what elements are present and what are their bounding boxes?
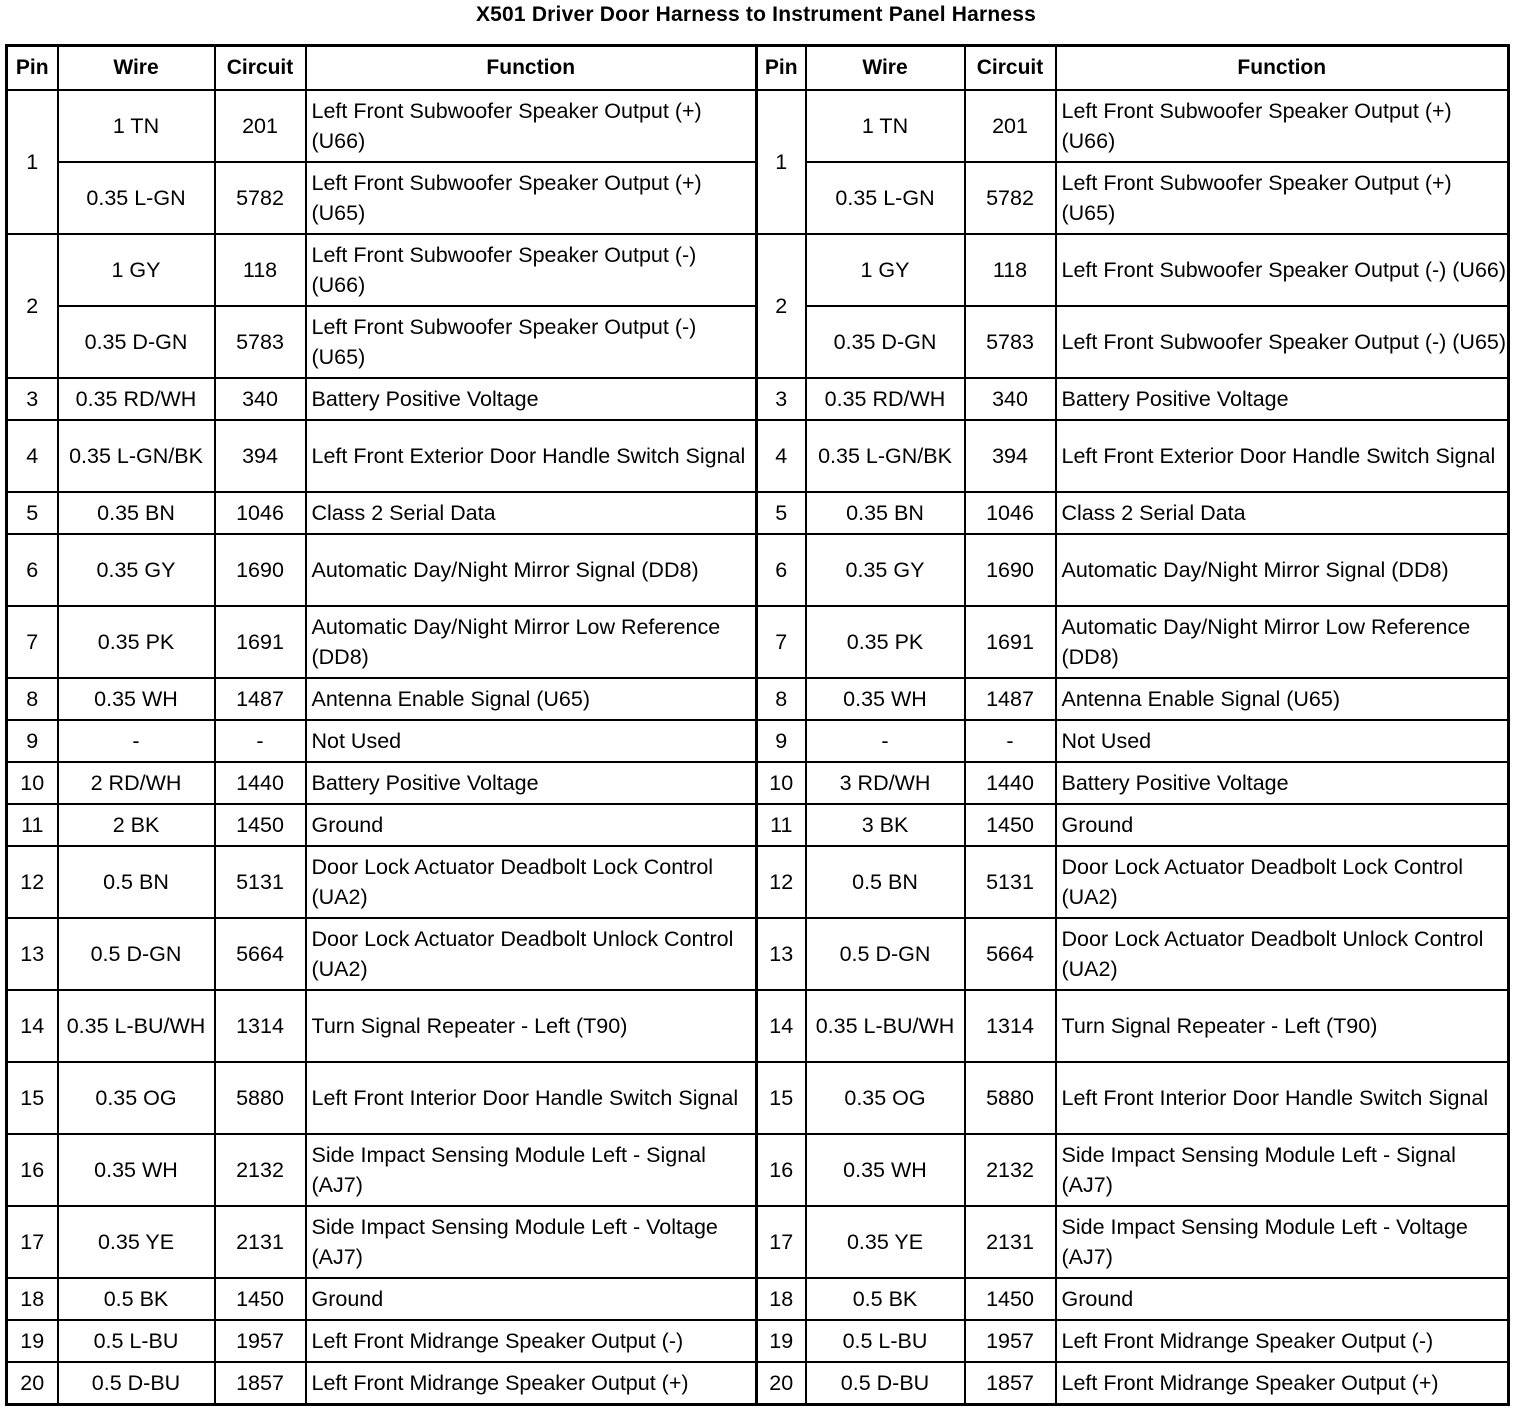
table-row	[7, 1206, 1509, 1278]
header-circuit: Circuit	[965, 46, 1056, 91]
circuit-cell: 201	[965, 90, 1056, 162]
wire-cell: 0.5 D-GN	[806, 918, 965, 990]
pin-cell: 19	[757, 1320, 806, 1362]
function-cell: Not Used	[306, 720, 757, 762]
pin-cell: 15	[7, 1062, 58, 1134]
circuit-cell: 1487	[215, 678, 306, 720]
circuit-cell: 5131	[965, 846, 1056, 918]
wire-cell: 0.35 YE	[58, 1206, 215, 1278]
function-cell: Side Impact Sensing Module Left - Voltage (AJ7)	[1056, 1206, 1509, 1278]
function-cell: Side Impact Sensing Module Left - Voltage (AJ7)	[306, 1206, 757, 1278]
pin-cell: 8	[7, 678, 58, 720]
wire-cell: 2 BK	[58, 804, 215, 846]
function-cell: Left Front Subwoofer Speaker Output (-) (U65)	[1056, 306, 1509, 378]
pin-cell: 7	[757, 606, 806, 678]
wire-cell: 0.5 L-BU	[58, 1320, 215, 1362]
circuit-cell: 1450	[965, 1278, 1056, 1320]
pin-cell: 12	[7, 846, 58, 918]
wire-cell: 0.35 WH	[58, 1134, 215, 1206]
pin-cell: 1	[7, 90, 58, 234]
circuit-cell: 201	[215, 90, 306, 162]
table-row	[7, 534, 1509, 606]
function-cell: Battery Positive Voltage	[306, 378, 757, 420]
circuit-cell: -	[965, 720, 1056, 762]
wire-cell: 3 RD/WH	[806, 762, 965, 804]
circuit-cell: 1487	[965, 678, 1056, 720]
function-cell: Automatic Day/Night Mirror Signal (DD8)	[1056, 534, 1509, 606]
document-title: X501 Driver Door Harness to Instrument Panel Harness	[475, 3, 1037, 26]
wire-cell: -	[806, 720, 965, 762]
header-pin: Pin	[7, 46, 58, 91]
function-cell: Left Front Midrange Speaker Output (-)	[1056, 1320, 1509, 1362]
table-row	[7, 234, 1509, 306]
function-cell: Turn Signal Repeater - Left (T90)	[306, 990, 757, 1062]
pin-cell: 16	[7, 1134, 58, 1206]
table-row	[7, 990, 1509, 1062]
circuit-cell: 5782	[215, 162, 306, 234]
circuit-cell: 1857	[215, 1362, 306, 1405]
header-function: Function	[306, 46, 757, 91]
circuit-cell: 5782	[965, 162, 1056, 234]
pin-cell: 12	[757, 846, 806, 918]
function-cell: Left Front Midrange Speaker Output (-)	[306, 1320, 757, 1362]
function-cell: Left Front Exterior Door Handle Switch Signal	[1056, 420, 1509, 492]
circuit-cell: 5664	[215, 918, 306, 990]
circuit-cell: -	[215, 720, 306, 762]
pin-cell: 7	[7, 606, 58, 678]
circuit-cell: 1450	[965, 804, 1056, 846]
wire-cell: 0.35 YE	[806, 1206, 965, 1278]
circuit-cell: 394	[215, 420, 306, 492]
function-cell: Door Lock Actuator Deadbolt Unlock Control (UA2)	[306, 918, 757, 990]
function-cell: Left Front Midrange Speaker Output (+)	[306, 1362, 757, 1405]
circuit-cell: 340	[965, 378, 1056, 420]
function-cell: Automatic Day/Night Mirror Low Reference (DD8)	[306, 606, 757, 678]
wire-cell: 0.5 D-GN	[58, 918, 215, 990]
circuit-cell: 1314	[215, 990, 306, 1062]
function-cell: Left Front Exterior Door Handle Switch Signal	[306, 420, 757, 492]
table-row	[7, 1062, 1509, 1134]
circuit-cell: 5131	[215, 846, 306, 918]
function-cell: Left Front Interior Door Handle Switch Signal	[306, 1062, 757, 1134]
function-cell: Ground	[1056, 1278, 1509, 1320]
pinout-table	[5, 44, 1510, 1406]
function-cell: Not Used	[1056, 720, 1509, 762]
pin-cell: 4	[7, 420, 58, 492]
wire-cell: 3 BK	[806, 804, 965, 846]
pin-cell: 5	[757, 492, 806, 534]
function-cell: Left Front Subwoofer Speaker Output (+) (U65)	[306, 162, 757, 234]
function-cell: Automatic Day/Night Mirror Low Reference (DD8)	[1056, 606, 1509, 678]
table-row	[7, 420, 1509, 492]
pin-cell: 4	[757, 420, 806, 492]
table-row	[7, 492, 1509, 534]
circuit-cell: 2132	[215, 1134, 306, 1206]
circuit-cell: 1440	[215, 762, 306, 804]
circuit-cell: 5664	[965, 918, 1056, 990]
wire-cell: 0.35 GY	[58, 534, 215, 606]
pin-cell: 2	[757, 234, 806, 378]
pin-cell: 17	[757, 1206, 806, 1278]
pin-cell: 2	[7, 234, 58, 378]
circuit-cell: 2132	[965, 1134, 1056, 1206]
function-cell: Door Lock Actuator Deadbolt Lock Control (UA2)	[306, 846, 757, 918]
pin-cell: 3	[7, 378, 58, 420]
table-row	[7, 762, 1509, 804]
table-row	[7, 678, 1509, 720]
pin-cell: 8	[757, 678, 806, 720]
wire-cell: 0.35 BN	[58, 492, 215, 534]
function-cell: Class 2 Serial Data	[306, 492, 757, 534]
pin-cell: 20	[7, 1362, 58, 1405]
function-cell: Left Front Interior Door Handle Switch Signal	[1056, 1062, 1509, 1134]
pin-cell: 9	[7, 720, 58, 762]
wire-cell: 1 TN	[58, 90, 215, 162]
pin-cell: 19	[7, 1320, 58, 1362]
function-cell: Side Impact Sensing Module Left - Signal (AJ7)	[1056, 1134, 1509, 1206]
wire-cell: 0.35 D-GN	[806, 306, 965, 378]
function-cell: Left Front Midrange Speaker Output (+)	[1056, 1362, 1509, 1405]
pin-cell: 9	[757, 720, 806, 762]
circuit-cell: 5783	[965, 306, 1056, 378]
wire-cell: 0.35 OG	[58, 1062, 215, 1134]
wire-cell: 0.5 BN	[58, 846, 215, 918]
table-row	[7, 846, 1509, 918]
pin-cell: 16	[757, 1134, 806, 1206]
pin-cell: 3	[757, 378, 806, 420]
pin-cell: 20	[757, 1362, 806, 1405]
wire-cell: 0.35 D-GN	[58, 306, 215, 378]
function-cell: Antenna Enable Signal (U65)	[306, 678, 757, 720]
wire-cell: 0.35 BN	[806, 492, 965, 534]
wire-cell: 0.5 BK	[58, 1278, 215, 1320]
circuit-cell: 1450	[215, 804, 306, 846]
wire-cell: 0.35 RD/WH	[806, 378, 965, 420]
circuit-cell: 1691	[965, 606, 1056, 678]
function-cell: Left Front Subwoofer Speaker Output (-) (U66)	[1056, 234, 1509, 306]
function-cell: Antenna Enable Signal (U65)	[1056, 678, 1509, 720]
wire-cell: 0.5 L-BU	[806, 1320, 965, 1362]
table-row	[7, 720, 1509, 762]
pin-cell: 10	[7, 762, 58, 804]
circuit-cell: 1690	[965, 534, 1056, 606]
header-row	[7, 46, 1509, 91]
wire-cell: 1 GY	[58, 234, 215, 306]
wire-cell: 0.35 WH	[806, 1134, 965, 1206]
wire-cell: 1 TN	[806, 90, 965, 162]
circuit-cell: 1857	[965, 1362, 1056, 1405]
pin-cell: 13	[7, 918, 58, 990]
pin-cell: 1	[757, 90, 806, 234]
wire-cell: 0.5 D-BU	[806, 1362, 965, 1405]
table-row	[7, 918, 1509, 990]
circuit-cell: 5880	[215, 1062, 306, 1134]
function-cell: Left Front Subwoofer Speaker Output (+) (U65)	[1056, 162, 1509, 234]
function-cell: Left Front Subwoofer Speaker Output (+) (U66)	[306, 90, 757, 162]
wire-cell: 0.35 RD/WH	[58, 378, 215, 420]
function-cell: Left Front Subwoofer Speaker Output (+) (U66)	[1056, 90, 1509, 162]
wire-cell: 0.35 L-GN	[58, 162, 215, 234]
wire-cell: 0.5 BK	[806, 1278, 965, 1320]
function-cell: Battery Positive Voltage	[306, 762, 757, 804]
table-row	[7, 1134, 1509, 1206]
table-row	[7, 378, 1509, 420]
function-cell: Class 2 Serial Data	[1056, 492, 1509, 534]
circuit-cell: 1957	[965, 1320, 1056, 1362]
pin-cell: 18	[7, 1278, 58, 1320]
wire-cell: 0.35 GY	[806, 534, 965, 606]
table-row	[7, 606, 1509, 678]
wire-cell: 0.35 OG	[806, 1062, 965, 1134]
circuit-cell: 1440	[965, 762, 1056, 804]
circuit-cell: 5783	[215, 306, 306, 378]
function-cell: Door Lock Actuator Deadbolt Lock Control (UA2)	[1056, 846, 1509, 918]
function-cell: Left Front Subwoofer Speaker Output (-) (U66)	[306, 234, 757, 306]
function-cell: Side Impact Sensing Module Left - Signal (AJ7)	[306, 1134, 757, 1206]
circuit-cell: 1046	[965, 492, 1056, 534]
table-row	[7, 1320, 1509, 1362]
wire-cell: 0.35 WH	[58, 678, 215, 720]
circuit-cell: 118	[215, 234, 306, 306]
circuit-cell: 2131	[965, 1206, 1056, 1278]
pin-cell: 18	[757, 1278, 806, 1320]
table-row	[7, 1278, 1509, 1320]
wire-cell: 0.35 L-GN/BK	[58, 420, 215, 492]
circuit-cell: 2131	[215, 1206, 306, 1278]
function-cell: Left Front Subwoofer Speaker Output (-) (U65)	[306, 306, 757, 378]
header-pin: Pin	[757, 46, 806, 91]
circuit-cell: 118	[965, 234, 1056, 306]
pin-cell: 17	[7, 1206, 58, 1278]
table-row	[7, 1362, 1509, 1405]
function-cell: Battery Positive Voltage	[1056, 378, 1509, 420]
table-row	[7, 804, 1509, 846]
circuit-cell: 1314	[965, 990, 1056, 1062]
wire-cell: 2 RD/WH	[58, 762, 215, 804]
function-cell: Ground	[306, 804, 757, 846]
wire-cell: -	[58, 720, 215, 762]
pin-cell: 14	[757, 990, 806, 1062]
header-circuit: Circuit	[215, 46, 306, 91]
wire-cell: 0.35 L-GN/BK	[806, 420, 965, 492]
function-cell: Door Lock Actuator Deadbolt Unlock Control (UA2)	[1056, 918, 1509, 990]
function-cell: Ground	[306, 1278, 757, 1320]
function-cell: Battery Positive Voltage	[1056, 762, 1509, 804]
wire-cell: 0.35 PK	[58, 606, 215, 678]
header-function: Function	[1056, 46, 1509, 91]
wire-cell: 1 GY	[806, 234, 965, 306]
header-wire: Wire	[806, 46, 965, 91]
header-wire: Wire	[58, 46, 215, 91]
pin-cell: 6	[757, 534, 806, 606]
wire-cell: 0.35 L-BU/WH	[806, 990, 965, 1062]
wire-cell: 0.35 L-GN	[806, 162, 965, 234]
pin-cell: 15	[757, 1062, 806, 1134]
pin-cell: 11	[757, 804, 806, 846]
table-body	[7, 90, 1509, 1405]
circuit-cell: 1690	[215, 534, 306, 606]
function-cell: Turn Signal Repeater - Left (T90)	[1056, 990, 1509, 1062]
circuit-cell: 1691	[215, 606, 306, 678]
table-row	[7, 90, 1509, 162]
wire-cell: 0.35 WH	[806, 678, 965, 720]
pin-cell: 11	[7, 804, 58, 846]
pin-cell: 6	[7, 534, 58, 606]
circuit-cell: 1450	[215, 1278, 306, 1320]
wire-cell: 0.35 PK	[806, 606, 965, 678]
circuit-cell: 394	[965, 420, 1056, 492]
circuit-cell: 340	[215, 378, 306, 420]
wire-cell: 0.35 L-BU/WH	[58, 990, 215, 1062]
pin-cell: 13	[757, 918, 806, 990]
pin-cell: 10	[757, 762, 806, 804]
wire-cell: 0.5 BN	[806, 846, 965, 918]
function-cell: Automatic Day/Night Mirror Signal (DD8)	[306, 534, 757, 606]
pin-cell: 14	[7, 990, 58, 1062]
pin-cell: 5	[7, 492, 58, 534]
circuit-cell: 5880	[965, 1062, 1056, 1134]
wire-cell: 0.5 D-BU	[58, 1362, 215, 1405]
circuit-cell: 1046	[215, 492, 306, 534]
function-cell: Ground	[1056, 804, 1509, 846]
circuit-cell: 1957	[215, 1320, 306, 1362]
